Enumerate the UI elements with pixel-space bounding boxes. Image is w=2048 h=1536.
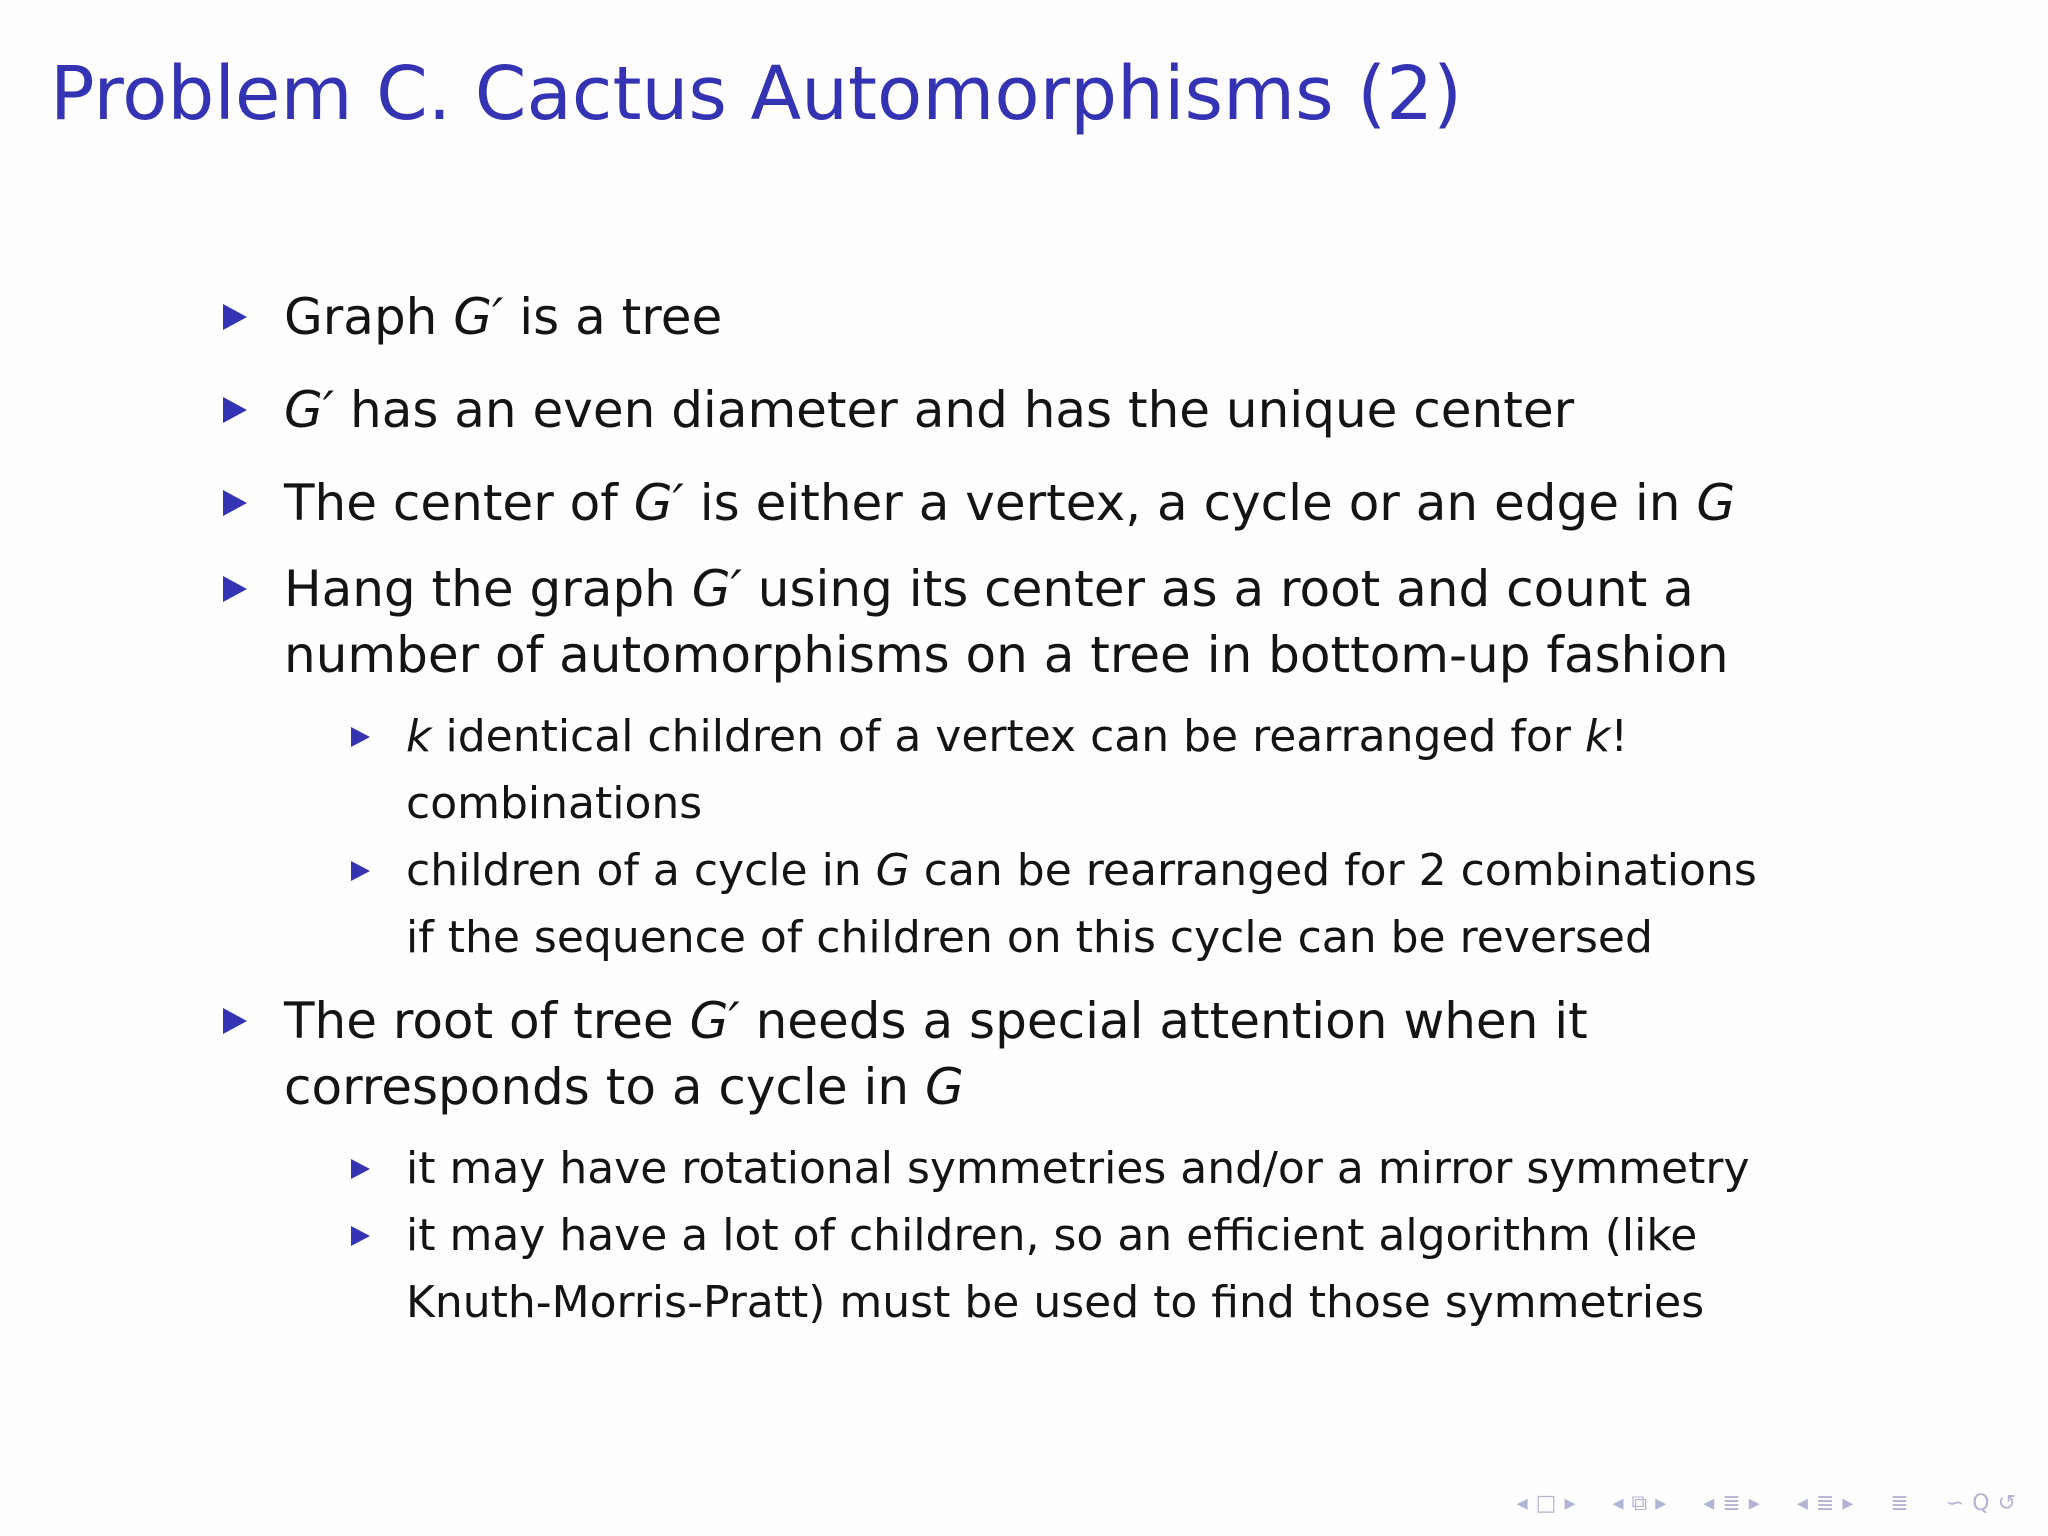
bullet-line: combinations	[406, 778, 703, 829]
bullet-line: it may have rotational symmetries and/or a mirror symmetry	[406, 1143, 1750, 1194]
sub-bullet-arrow-icon	[351, 727, 370, 747]
bullet-arrow-icon	[223, 397, 247, 423]
sub-bullet-arrow-icon	[351, 861, 370, 881]
bullet-line: children of a cycle in G can be rearranged for 2 combinations	[406, 845, 1757, 896]
nav-prev-section-icon[interactable]: ◂	[1703, 1491, 1715, 1516]
bullet-line: Knuth-Morris-Pratt) must be used to find those symmetries	[406, 1277, 1705, 1328]
slide-title: Problem C. Cactus Automorphisms (2)	[50, 51, 1463, 137]
sub-bullet-item	[406, 1202, 1704, 1336]
sub-bullet-item	[406, 1135, 1749, 1202]
bullet-line: if the sequence of children on this cycle can be reversed	[406, 912, 1653, 963]
nav-back-icon[interactable]: ∽	[1945, 1491, 1965, 1516]
bullet-line: The root of tree G′ needs a special attention when it	[284, 992, 1588, 1050]
nav-next-subsection-icon[interactable]: ▸	[1655, 1491, 1667, 1516]
nav-appendix-icon[interactable]: ≣	[1890, 1491, 1909, 1516]
beamer-navigation-bar	[1513, 1484, 2020, 1524]
bullet-arrow-icon	[223, 1008, 247, 1034]
bullet-line: number of automorphisms on a tree in bottom-up fashion	[284, 626, 1729, 684]
nav-search-icon[interactable]: Q	[1972, 1491, 1990, 1516]
nav-forward-icon[interactable]: ↺	[1997, 1491, 2016, 1516]
nav-frame-icon[interactable]: □	[1535, 1491, 1557, 1516]
nav-prev-subsection-icon[interactable]: ◂	[1612, 1491, 1624, 1516]
sub-bullet-arrow-icon	[351, 1159, 370, 1179]
nav-subsubsection-icon[interactable]: ≣	[1815, 1491, 1835, 1516]
bullet-item	[284, 988, 1588, 1120]
bullet-line: it may have a lot of children, so an efficient algorithm (like	[406, 1210, 1698, 1261]
sub-bullet-item	[406, 703, 1628, 837]
nav-subsection-icon[interactable]: ⧉	[1631, 1491, 1648, 1516]
sub-bullet-arrow-icon	[351, 1226, 370, 1246]
bullet-item	[284, 556, 1729, 688]
bullet-item: G′ has an even diameter and has the unique center	[284, 381, 1575, 439]
bullet-line: corresponds to a cycle in G	[284, 1058, 964, 1116]
bullet-item: The center of G′ is either a vertex, a cycle or an edge in G	[284, 474, 1736, 532]
bullet-line: k identical children of a vertex can be rearranged for k!	[406, 711, 1629, 762]
bullet-item: Graph G′ is a tree	[284, 288, 723, 346]
bullet-line: Hang the graph G′ using its center as a root and count a	[284, 560, 1694, 618]
nav-prev-frame-icon[interactable]: ◂	[1516, 1491, 1528, 1516]
nav-section-icon[interactable]: ≣	[1722, 1491, 1741, 1516]
nav-next-frame-icon[interactable]: ▸	[1564, 1491, 1576, 1516]
bullet-arrow-icon	[223, 490, 247, 516]
nav-prev-subsubsection-icon[interactable]: ◂	[1796, 1491, 1808, 1516]
nav-next-subsubsection-icon[interactable]: ▸	[1842, 1491, 1854, 1516]
bullet-arrow-icon	[223, 576, 247, 602]
nav-next-section-icon[interactable]: ▸	[1748, 1491, 1760, 1516]
bullet-arrow-icon	[223, 304, 247, 330]
sub-bullet-item	[406, 837, 1757, 971]
